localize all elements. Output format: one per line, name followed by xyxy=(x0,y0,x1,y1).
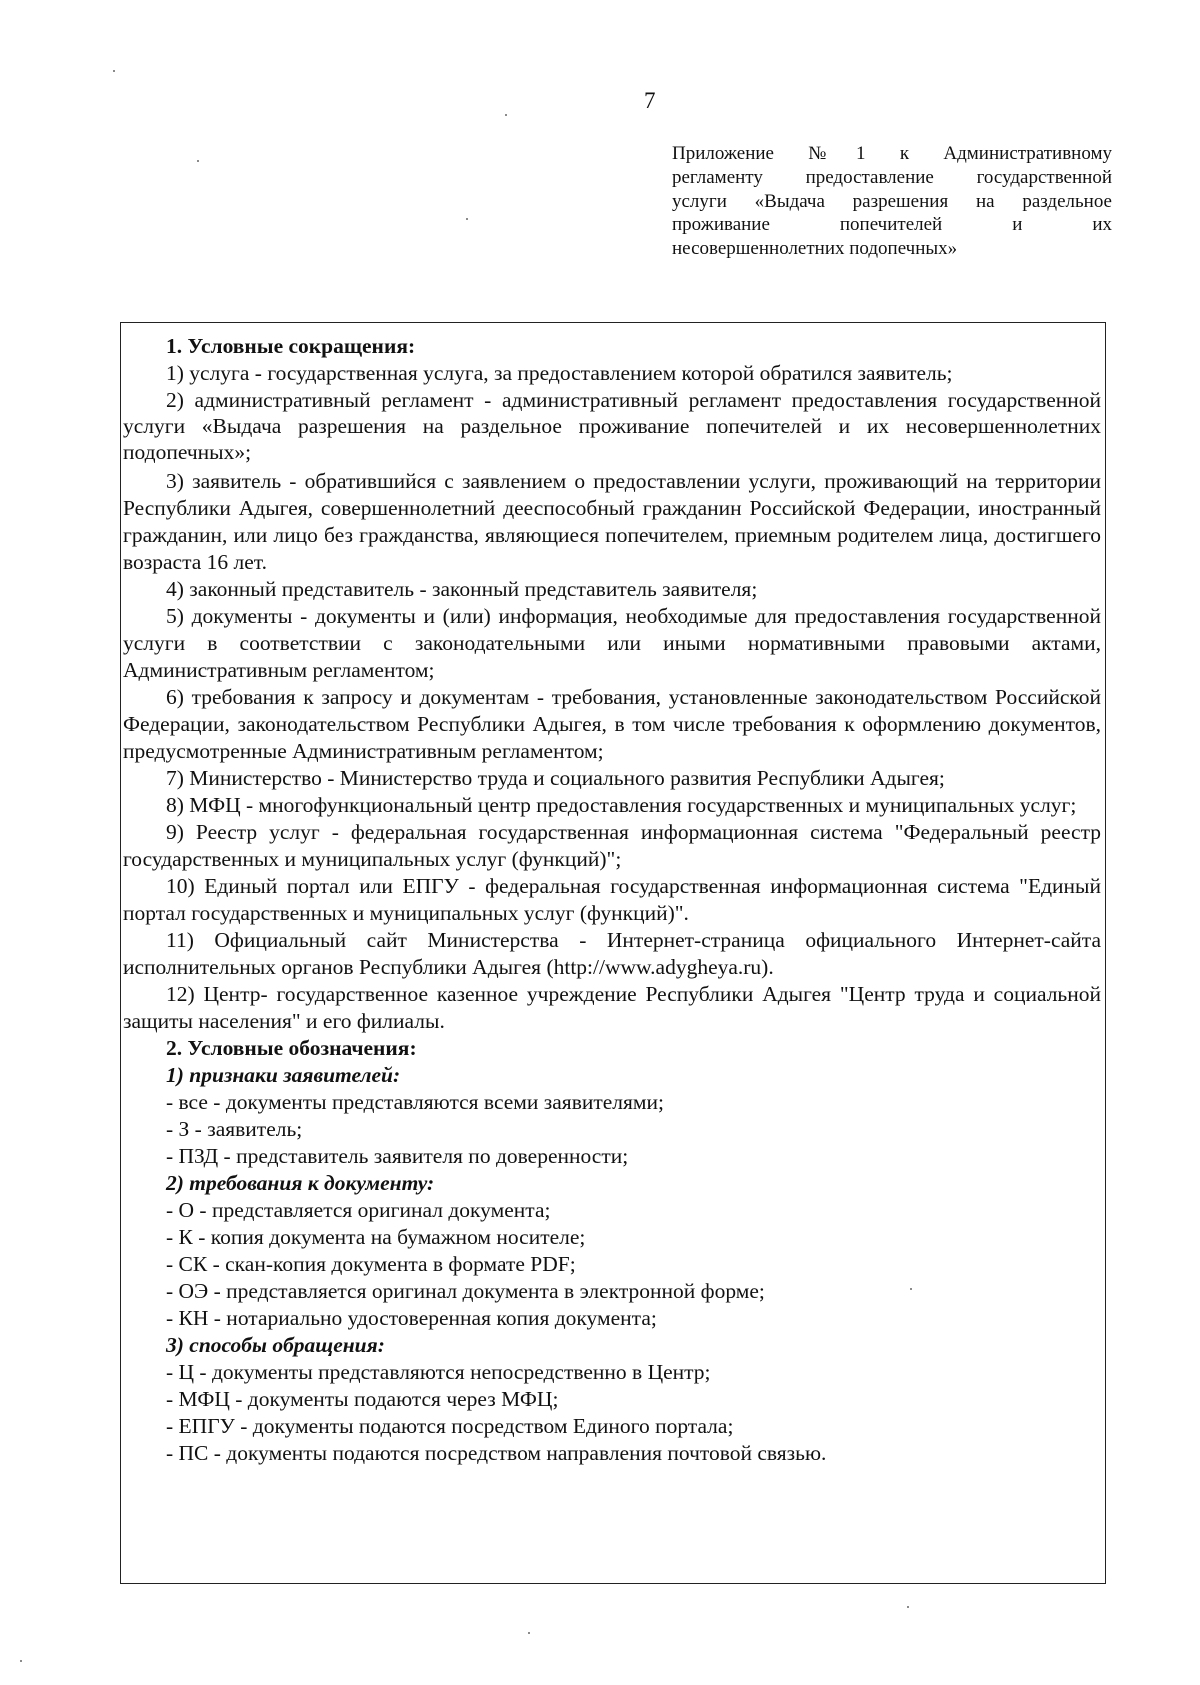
scan-speck xyxy=(113,70,115,72)
appendix-line: несовершеннолетних подопечных» xyxy=(672,238,958,260)
notation-item: - К - копия документа на бумажном носителе; xyxy=(166,1225,586,1249)
notation-item: - ОЭ - представляется оригинал документа в электронной форме; xyxy=(166,1279,765,1303)
scan-speck xyxy=(528,1632,530,1634)
appendix-line: регламенту предоставление государственной xyxy=(672,166,1112,188)
group-title-applicants: 1) признаки заявителей: xyxy=(166,1063,401,1087)
notation-item: - все - документы представляются всеми заявителями; xyxy=(166,1090,664,1114)
scan-speck xyxy=(466,218,468,220)
notation-item: - КН - нотариально удостоверенная копия документа; xyxy=(166,1306,657,1330)
scan-speck xyxy=(20,1660,22,1662)
appendix-line: Приложение №1 к Административному xyxy=(672,143,1112,164)
abbreviation-item: 1) услуга - государственная услуга, за предоставлением которой обратился заявитель; xyxy=(166,361,953,385)
appendix-line: проживание попечителей и их xyxy=(672,214,1112,236)
scan-speck xyxy=(910,1288,912,1290)
section-heading-notations: 2. Условные обозначения: xyxy=(166,1036,417,1060)
abbreviation-item: 2) административный регламент - административный регламент предоставления государственной услуги «Выдача разрешения на раздельное проживание попечителей и их несовершеннолетних подопечных»; xyxy=(123,388,1101,464)
abbreviation-item: 8) МФЦ - многофункциональный центр предоставления государственных и муниципальных услуг; xyxy=(166,793,1077,817)
notation-item: - МФЦ - документы подаются через МФЦ; xyxy=(166,1387,559,1411)
abbreviation-item: 6) требования к запросу и документам - требования, установленные законодательством Российской Федерации, законодательством Республики Адыгея, в том числе требования к оформлению документов, предусмотренные Административным регламентом; xyxy=(123,685,1101,763)
scan-speck xyxy=(907,1606,909,1608)
scan-speck xyxy=(197,160,199,162)
section-heading-abbreviations: 1. Условные сокращения: xyxy=(166,334,416,358)
notation-item: - ПС - документы подаются посредством направления почтовой связью. xyxy=(166,1441,827,1465)
group-title-submission-methods: 3) способы обращения: xyxy=(166,1333,385,1357)
abbreviation-item: 9) Реестр услуг - федеральная государственная информационная система "Федеральный реестр государственных и муниципальных услуг (функций)"; xyxy=(123,820,1101,871)
appendix-note xyxy=(672,142,1112,261)
notation-item: - ЕПГУ - документы подаются посредством Единого портала; xyxy=(166,1414,734,1438)
abbreviation-item: 10) Единый портал или ЕПГУ - федеральная государственная информационная система "Единый портал государственных и муниципальных услуг (функций)". xyxy=(123,874,1101,925)
notation-item: - ПЗД - представитель заявителя по доверенности; xyxy=(166,1144,629,1168)
notation-item: - Ц - документы представляются непосредственно в Центр; xyxy=(166,1360,711,1384)
appendix-line: услуги «Выдача разрешения на раздельное xyxy=(672,190,1112,212)
abbreviation-item: 5) документы - документы и (или) информация, необходимые для предоставления государственной услуги в соответствии с законодательными или иными нормативными правовыми актами, Административным регламентом; xyxy=(123,604,1101,682)
notation-item: - О - представляется оригинал документа; xyxy=(166,1198,551,1222)
abbreviation-item: 3) заявитель - обратившийся с заявлением о предоставлении услуги, проживающий на территории Республики Адыгея, совершеннолетний дееспособный гражданин Российской Федерации, иностранный гражданин, или лицо без гражданства, являющиеся попечителем, приемным родителем лица, достигшего возраста 16 лет. xyxy=(123,469,1101,574)
page-number: 7 xyxy=(644,88,656,113)
notation-item: - СК - скан-копия документа в формате PDF; xyxy=(166,1252,576,1276)
abbreviation-item: 11) Официальный сайт Министерства - Интернет-страница официального Интернет-сайта исполнительных органов Республики Адыгея (http://www.adygheya.ru). xyxy=(123,928,1101,979)
scan-speck xyxy=(505,114,507,116)
notation-item: - З - заявитель; xyxy=(166,1117,303,1141)
definitions-content xyxy=(123,333,1101,1467)
group-title-document-requirements: 2) требования к документу: xyxy=(166,1171,435,1195)
abbreviation-item: 7) Министерство - Министерство труда и социального развития Республики Адыгея; xyxy=(166,766,945,790)
abbreviation-item: 12) Центр- государственное казенное учреждение Республики Адыгея "Центр труда и социальной защиты населения" и его филиалы. xyxy=(123,982,1101,1033)
abbreviation-item: 4) законный представитель - законный представитель заявителя; xyxy=(166,577,758,601)
